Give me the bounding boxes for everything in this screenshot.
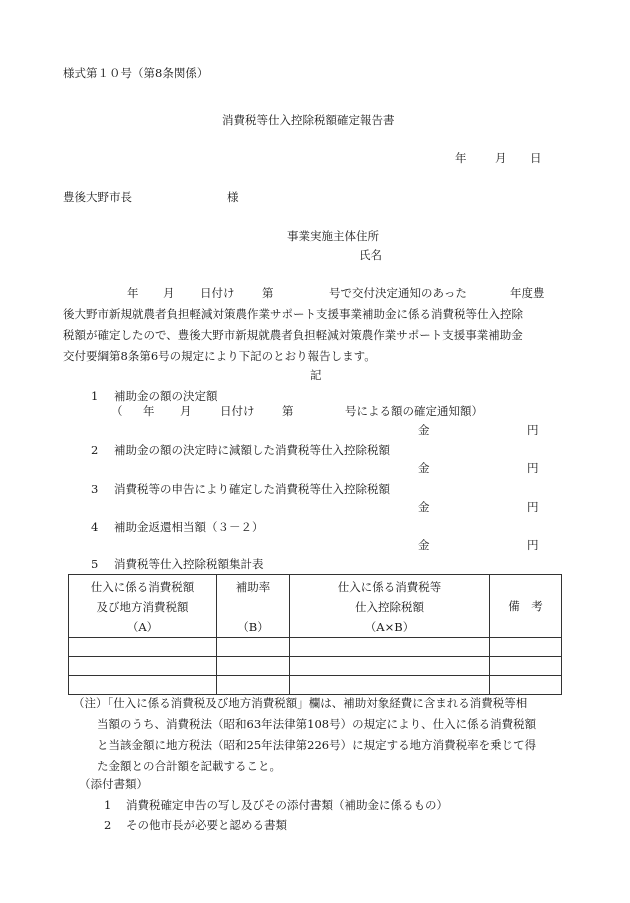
intro-line-4: 交付要綱第8条第6号の規定により下記のとおり報告します。 — [63, 349, 376, 363]
document-title: 消費税等仕入控除税額確定報告書 — [222, 113, 395, 127]
header-line: 仕入に係る消費税等 — [337, 580, 442, 594]
intro-number-prefix: 第 — [262, 286, 274, 300]
table-header-row — [69, 575, 562, 638]
applicant-address-label: 事業実施主体住所 — [287, 229, 379, 243]
amount-kin: 金 — [418, 423, 430, 437]
item1-notice-text: 号による額の確定通知額） — [345, 404, 483, 418]
item1-day: 日付け — [220, 404, 255, 418]
addressee-honorific: 様 — [227, 190, 239, 204]
intro-line-2: 後大野市新規就農者負担軽減対策農作業サポート支援事業補助金に係る消費税等仕入控除 — [63, 307, 523, 321]
header-line: 仕入に係る消費税額 — [90, 580, 195, 594]
amount-yen: 円 — [527, 461, 539, 475]
table-header-cell — [69, 575, 217, 638]
item-label: 補助金の額の決定時に減額した消費税等仕入控除税額 — [114, 443, 390, 457]
table-row — [69, 676, 562, 695]
header-line: 備 考 — [508, 599, 543, 613]
table-row — [69, 638, 562, 657]
item-label: 補助金返還相当額（３－２） — [114, 520, 264, 534]
header-line: 及び地方消費税額 — [96, 600, 189, 614]
intro-notice-text: 号で交付決定通知のあった — [329, 286, 467, 300]
attachment-text: その他市長が必要と認める書類 — [126, 818, 287, 832]
note-line: と当該金額に地方税法（昭和25年法律第226号）に規定する地方消費税率を乗じて得 — [97, 738, 537, 752]
date-month: 月 — [495, 151, 507, 165]
attachment-text: 消費税確定申告の写し及びその添付書類（補助金に係るもの） — [126, 798, 448, 812]
amount-kin: 金 — [418, 500, 430, 514]
amount-yen: 円 — [527, 423, 539, 437]
applicant-name-label: 氏名 — [359, 248, 382, 262]
item-number: 2 — [91, 443, 99, 457]
amount-yen: 円 — [527, 538, 539, 552]
header-line: （A） — [126, 620, 159, 634]
intro-day: 日付け — [200, 286, 235, 300]
item-number: 4 — [91, 520, 99, 534]
table-row — [69, 657, 562, 676]
table-header-cell — [490, 575, 562, 638]
table-header-cell — [217, 575, 290, 638]
item1-number-prefix: 第 — [282, 404, 294, 418]
item-label: 補助金の額の決定額 — [114, 389, 218, 403]
attachment-number: 2 — [104, 818, 112, 832]
addressee-name: 豊後大野市長 — [63, 190, 132, 204]
header-line: 仕入控除税額 — [355, 600, 424, 614]
note-head: （注）「仕入に係る消費税及び地方消費税額」欄は、補助対象経費に含まれる消費税等相 — [73, 696, 528, 710]
item-number: 5 — [91, 557, 99, 571]
date-year: 年 — [455, 151, 467, 165]
header-line — [217, 597, 289, 617]
item-label: 消費税等仕入控除税額集計表 — [114, 557, 264, 571]
note-line: た金額との合計額を記載すること。 — [97, 759, 281, 773]
header-line: （B） — [237, 620, 269, 634]
attachment-number: 1 — [104, 798, 112, 812]
intro-fiscal-year: 年度豊 — [510, 286, 545, 300]
intro-month: 月 — [163, 286, 175, 300]
item-number: 3 — [91, 482, 99, 496]
amount-kin: 金 — [418, 538, 430, 552]
amount-kin: 金 — [418, 461, 430, 475]
note-line: 当額のうち、消費税法（昭和63年法律第108号）の規定により、仕入に係る消費税額 — [97, 717, 537, 731]
header-line: （A×B） — [364, 620, 415, 634]
amount-yen: 円 — [527, 500, 539, 514]
item-number: 1 — [91, 389, 99, 403]
intro-line-3: 税額が確定したので、豊後大野市新規就農者負担軽減対策農作業サポート支援事業補助金 — [63, 328, 523, 342]
attachments-heading: （添付書類） — [79, 777, 148, 791]
form-number: 様式第１０号（第8条関係） — [63, 66, 209, 80]
header-line: 補助率 — [235, 580, 271, 594]
date-day: 日 — [530, 151, 542, 165]
item1-open-paren: （ — [111, 404, 123, 418]
intro-year: 年 — [127, 286, 139, 300]
item-label: 消費税等の申告により確定した消費税等仕入控除税額 — [114, 482, 390, 496]
table-header-cell — [290, 575, 490, 638]
ki-heading: 記 — [310, 368, 322, 382]
tax-summary-table — [68, 574, 562, 695]
item1-year: 年 — [143, 404, 155, 418]
item1-month: 月 — [180, 404, 192, 418]
